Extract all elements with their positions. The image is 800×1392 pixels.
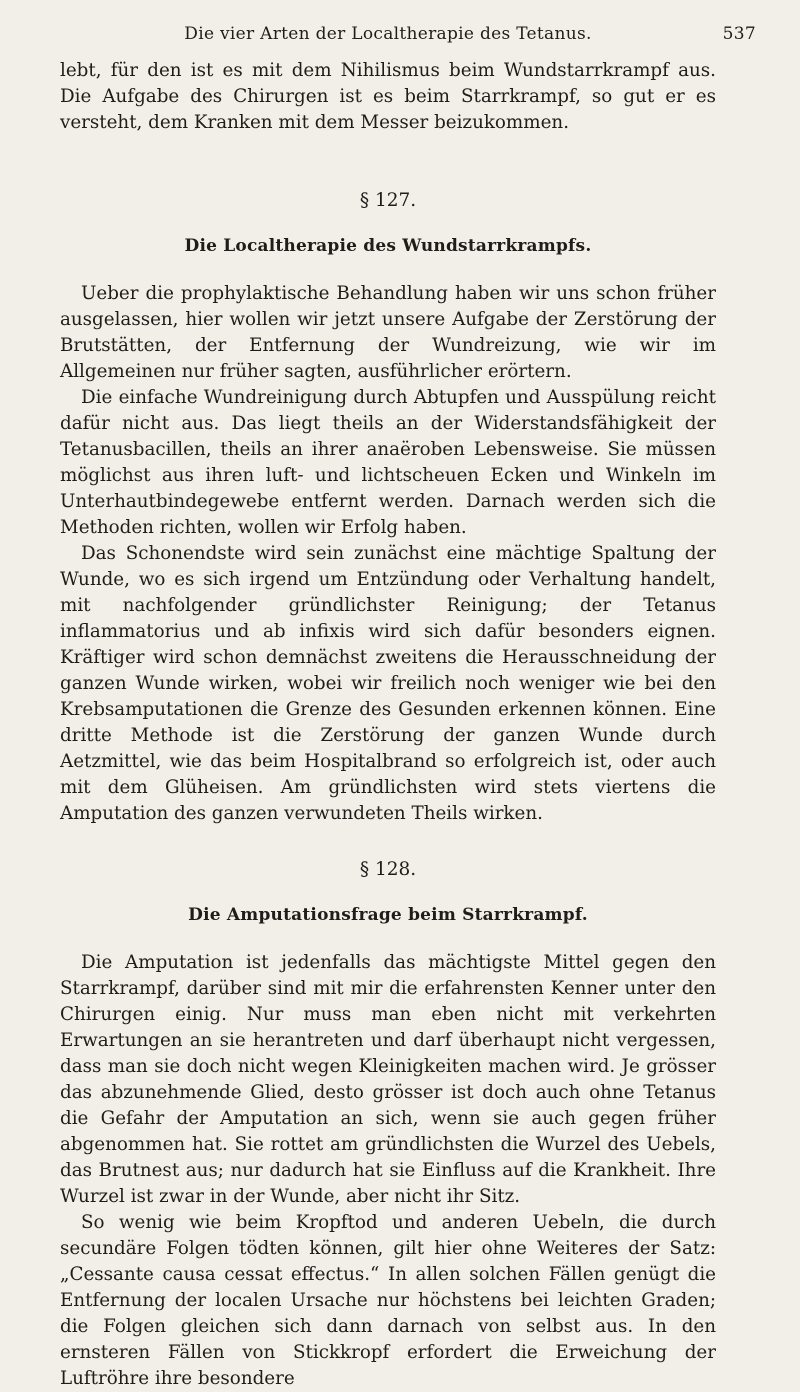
section-128-paragraph-1: Die Amputation ist jedenfalls das mächtigste Mittel gegen den Starrkrampf, darüber sind mit mir die erfahrensten Kenner unter den Chirurgen einig. Nur muss man eben nicht mit verkehrten Erwartungen an sie herantreten und darf überhaupt nicht vergessen, dass man sie doch nicht wegen Kleinigkeiten machen wird. Je grösser das abzunehmende Glied, desto grösser ist doch auch ohne Tetanus die Gefahr der Amputation an sich, wenn sie auch gegen früher abgenommen hat. Sie rottet am gründlichsten die Wurzel des Uebels, das Brutnest aus; nur dadurch hat sie Einfluss auf die Krankheit. Ihre Wurzel ist zwar in der Wunde, aber nicht ihr Sitz. [60, 952, 716, 1207]
section-127-heading: Die Localtherapie des Wundstarrkrampfs. [184, 236, 592, 256]
section-127-paragraph-1: Ueber die prophylaktische Behandlung haben wir uns schon früher ausgelassen, hier wollen wir jetzt unsere Aufgabe der Zerstörung der Brutstätten, der Entfernung der Wundreizung, wie wir im Allgemeinen nur früher sagten, ausführlicher erörtern. [60, 283, 716, 382]
page-number: 537 [722, 24, 756, 44]
running-title: Die vier Arten der Localtherapie des Tetanus. [184, 24, 592, 44]
paragraph-top-1: lebt, für den ist es mit dem Nihilismus beim Wundstarrkrampf aus. Die Aufgabe des Chirurgen ist es beim Starrkrampf, so gut er es versteht, dem Kranken mit dem Messer beizukommen. [60, 60, 716, 133]
running-header [60, 0, 756, 58]
body-text [60, 58, 716, 1392]
section-128-heading: Die Amputationsfrage beim Starrkrampf. [188, 905, 588, 925]
section-127-paragraph-3: Das Schonendste wird sein zunächst eine mächtige Spaltung der Wunde, wo es sich irgend um Entzündung oder Verhaltung handelt, mit nachfolgender gründlichster Reinigung; der Tetanus inflammatorius und ab infixis wird sich dafür besonders eignen. Kräftiger wird schon demnächst zweitens die Herausschneidung der ganzen Wunde wirken, wobei wir freilich noch weniger wie bei den Krebsamputationen die Grenze des Gesunden erkennen können. Eine dritte Methode ist die Zerstörung der ganzen Wunde durch Aetzmittel, wie das beim Hospitalbrand so erfolgreich ist, oder auch mit dem Glüheisen. Am gründlichsten wird stets viertens die Amputation des ganzen verwundeten Theils wirken. [60, 543, 716, 824]
section-128-paragraph-2: So wenig wie beim Kropftod und anderen Uebeln, die durch secundäre Folgen tödten können, gilt hier ohne Weiteres der Satz: „Cessante causa cessat effectus.“ In allen solchen Fällen genügt die Entfernung der localen Ursache nur höchstens bei leichten Graden; die Folgen gleichen sich dann darnach von selbst aus. In den ernsteren Fällen von Stickkropf erfordert die Erweichung der Luftröhre ihre besondere [60, 1212, 716, 1389]
section-127-paragraph-2: Die einfache Wundreinigung durch Abtupfen und Ausspülung reicht dafür nicht aus. Das liegt theils an der Widerstandsfähigkeit der Tetanusbacillen, theils an ihrer anaëroben Lebensweise. Sie müssen möglichst aus ihren luft- und lichtscheuen Ecken und Winkeln im Unterhautbindegewebe entfernt werden. Darnach werden sich die Methoden richten, wollen wir Erfolg haben. [60, 387, 716, 538]
section-127-number: § 127. [359, 190, 417, 211]
section-128-number: § 128. [359, 859, 417, 880]
